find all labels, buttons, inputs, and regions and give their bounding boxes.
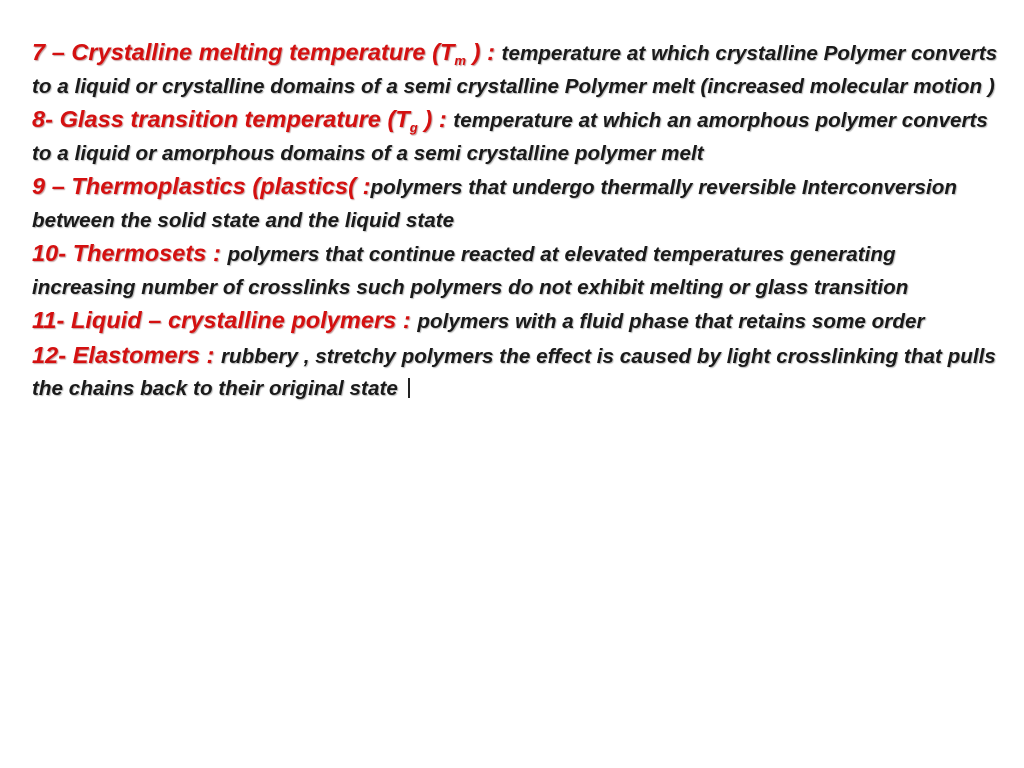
definition-text-8: temperature at which an amorphous polymer converts to a liquid or amorphous domains of a semi crystalline polymer melt [32, 109, 988, 165]
definition-item-7 [32, 36, 1002, 103]
definition-heading-10: 10- Thermosets : [32, 240, 228, 266]
definition-text-11: polymers with a fluid phase that retains some order [417, 310, 925, 333]
definition-text-9: polymers that undergo thermally reversible Interconversion between the solid state and the liquid state [32, 176, 958, 232]
definition-text-7: temperature at which crystalline Polymer converts to a liquid or crystalline domains of a semi crystalline Polymer melt (increased molecular motion ) [32, 42, 998, 98]
definition-heading-11: 11- Liquid – crystalline polymers : [32, 307, 418, 333]
definition-item-12 [32, 339, 1002, 406]
definition-heading-9: 9 – Thermoplastics (plastics( : [32, 173, 371, 199]
definition-text-10: polymers that continue reacted at elevated temperatures generating increasing number of crosslinks such polymers do not exhibit melting or glass transition [32, 243, 909, 299]
definition-heading-8-main: 8- Glass transition temperature (T [32, 106, 410, 132]
text-cursor-icon [408, 378, 410, 398]
definition-heading-8 [32, 106, 454, 135]
definition-heading-7-end: ) : [466, 39, 502, 65]
definition-heading-7 [32, 39, 502, 68]
definition-text-12: rubbery , stretchy polymers the effect is caused by light crosslinking that pulls the chains back to their original state [32, 344, 996, 400]
definition-heading-12: 12- Elastomers : [32, 341, 221, 368]
definition-heading-7-main: 7 – Crystalline melting temperature (T [32, 39, 455, 65]
definition-item-10 [32, 237, 1002, 304]
subscript-m: m [454, 53, 467, 68]
definition-item-11 [32, 304, 1002, 339]
definition-heading-8-end: ) : [417, 106, 454, 132]
definitions-list [32, 36, 1002, 406]
definition-item-8 [32, 103, 1002, 170]
definition-item-9 [32, 170, 1002, 237]
subscript-g: g [409, 120, 418, 135]
